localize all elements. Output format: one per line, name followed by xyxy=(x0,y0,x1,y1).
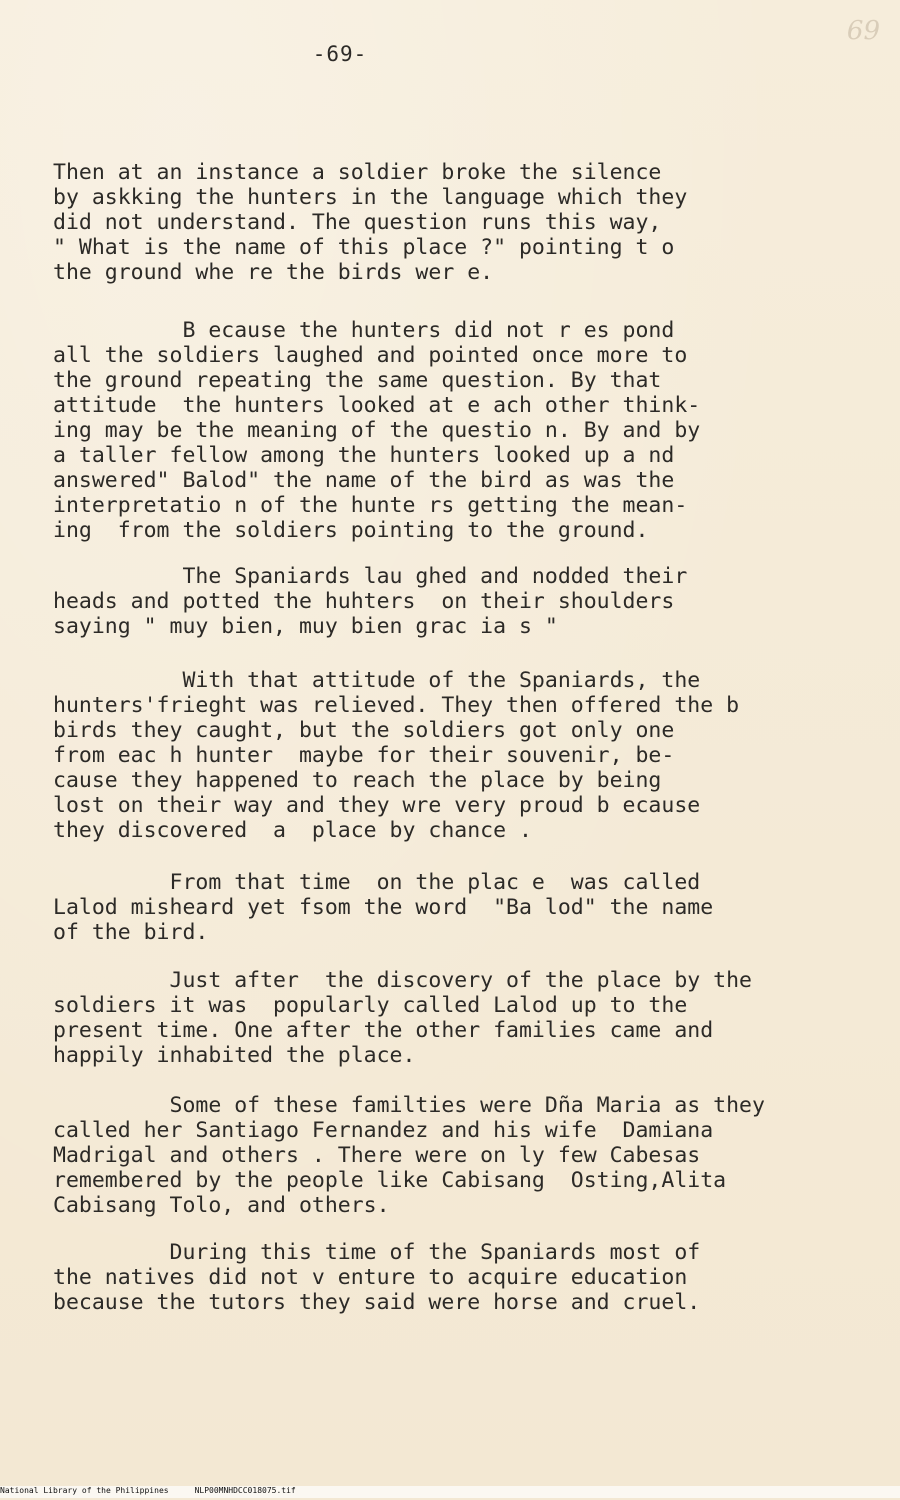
footer-filename: NLP00MNHDCC018075.tif xyxy=(194,1486,296,1495)
scan-footer xyxy=(0,1486,900,1498)
paragraph-6: Just after the discovery of the place by the soldiers it was popularly called Lalod up to the present time. One after the other families came and happily inhabited the place. xyxy=(53,968,752,1068)
paragraph-4: With that attitude of the Spaniards, the hunters'frieght was relieved. They then offered the b birds they caught, but the soldiers got only one from eac h hunter maybe for their souvenir, be- cause they happened to reach the place by being lost on their way and they wre very proud b ecause they discovered a place by chance . xyxy=(53,668,740,843)
footer-library: National Library of the Philippines xyxy=(0,1486,169,1495)
paragraph-8: During this time of the Spaniards most of the natives did not v enture to acquire education because the tutors they said were horse and cruel. xyxy=(53,1240,701,1315)
paragraph-2: B ecause the hunters did not r es pond all the soldiers laughed and pointed once more to the ground repeating the same question. By that attitude the hunters looked at e ach other think- ing may be the meaning of the questio n. By and by a taller fellow among the hunters looked up a nd answered" Balod" the name of the bird as was the interpretatio n of the hunte rs getting the mean- ing from the soldiers pointing to the ground. xyxy=(53,318,701,543)
page-number: -69- xyxy=(312,42,368,66)
paragraph-1: Then at an instance a soldier broke the silence by askking the hunters in the language which they did not understand. The question runs this way, " What is the name of this place ?" pointing t o the ground whe re the birds wer e. xyxy=(53,160,688,285)
paragraph-5: From that time on the plac e was called Lalod misheard yet fsom the word "Ba lod" the name of the bird. xyxy=(53,870,714,945)
pencil-page-mark: 69 xyxy=(846,16,880,46)
paragraph-3: The Spaniards lau ghed and nodded their heads and potted the huhters on their shoulders saying " muy bien, muy bien grac ia s " xyxy=(53,564,688,639)
paragraph-7: Some of these familties were Dña Maria as they called her Santiago Fernandez and his wife Damiana Madrigal and others . There were on ly few Cabesas remembered by the people like Cabisang Osting,Alita Cabisang Tolo, and others. xyxy=(53,1093,765,1218)
